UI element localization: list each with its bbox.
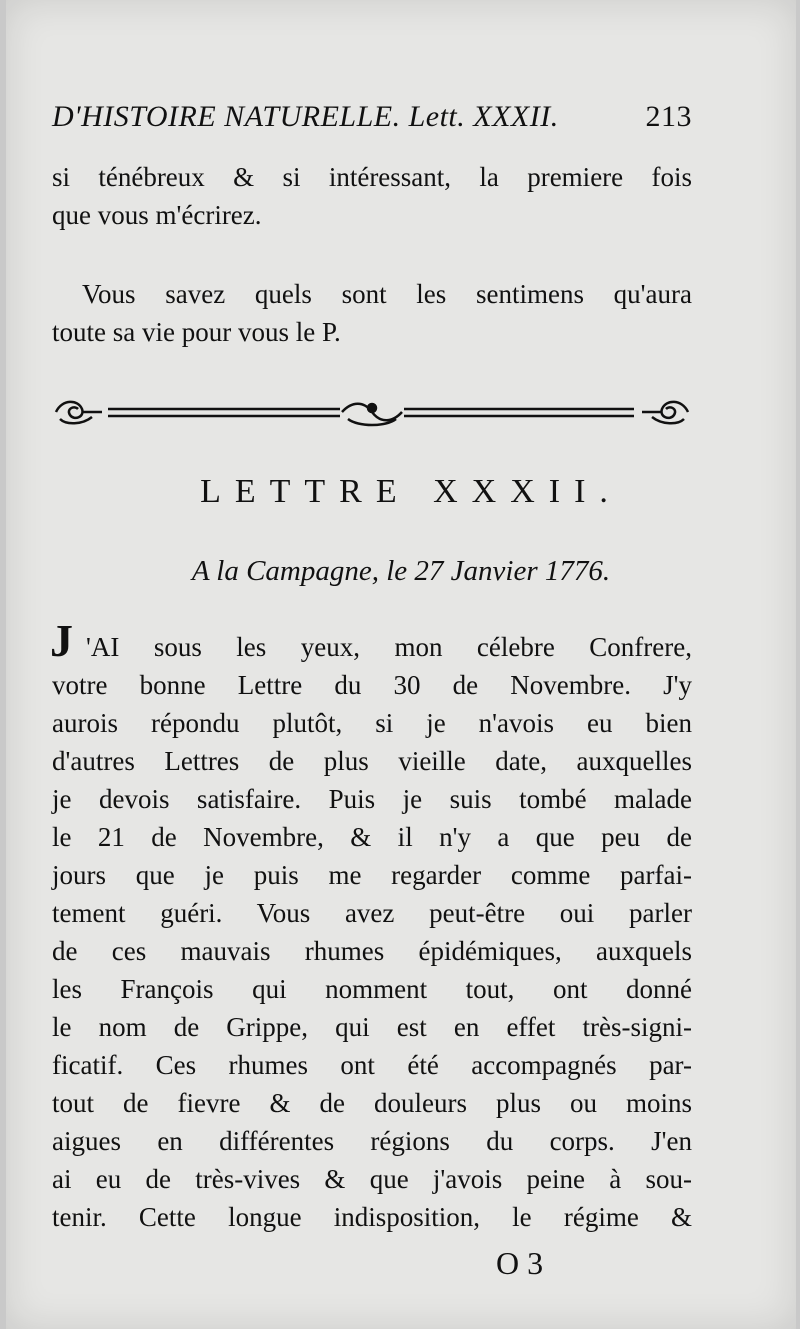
text-line: tenir. Cette longue indisposition, le régime & <box>52 1202 692 1232</box>
text-line: ai eu de très-vives & que j'avois peine à sou- <box>52 1164 692 1194</box>
text-line: ficatif. Ces rhumes ont été accompagnés par- <box>52 1050 692 1080</box>
text-line: le nom de Grippe, qui est en effet très-signi- <box>52 1012 692 1042</box>
text-line: aurois répondu plutôt, si je n'avois eu bien <box>52 708 692 738</box>
drop-cap: J <box>50 615 73 666</box>
text-line: d'autres Lettres de plus vieille date, auxquelles <box>52 746 692 776</box>
letter-title: LETTRE XXXII. <box>200 473 622 510</box>
text-line: toute sa vie pour vous le P. <box>52 317 341 347</box>
text-line: 'AI sous les yeux, mon célebre Confrere, <box>86 632 692 662</box>
top-paragraph <box>52 158 692 234</box>
text-line: si ténébreux & si intéressant, la premiere fois <box>52 162 692 192</box>
running-title: D'HISTOIRE NATURELLE. Lett. XXXII. <box>52 100 559 133</box>
text-line: tout de fievre & de douleurs plus ou moins <box>52 1088 692 1118</box>
closing-paragraph <box>52 275 692 351</box>
page-number: 213 <box>645 100 692 133</box>
text-line: aigues en différentes régions du corps. J'en <box>52 1126 692 1156</box>
text-line: je devois satisfaire. Puis je suis tombé malade <box>52 784 692 814</box>
text-line: les François qui nomment tout, ont donné <box>52 974 692 1004</box>
text-line: votre bonne Lettre du 30 de Novembre. J'y <box>52 670 692 700</box>
text-line: que vous m'écrirez. <box>52 200 262 230</box>
text-line: jours que je puis me regarder comme parfai- <box>52 860 692 890</box>
text-line: Vous savez quels sont les sentimens qu'aura <box>82 279 692 309</box>
signature-mark: O 3 <box>496 1245 544 1281</box>
text-line: tement guéri. Vous avez peut-être oui parler <box>52 898 692 928</box>
letter-body <box>52 628 692 1236</box>
ornament-rule <box>52 395 692 429</box>
text-line: de ces mauvais rhumes épidémiques, auxquels <box>52 936 692 966</box>
book-page <box>6 0 796 1329</box>
text-line: le 21 de Novembre, & il n'y a que peu de <box>52 822 692 852</box>
running-header <box>52 100 692 140</box>
letter-dateline: A la Campagne, le 27 Janvier 1776. <box>191 555 611 587</box>
